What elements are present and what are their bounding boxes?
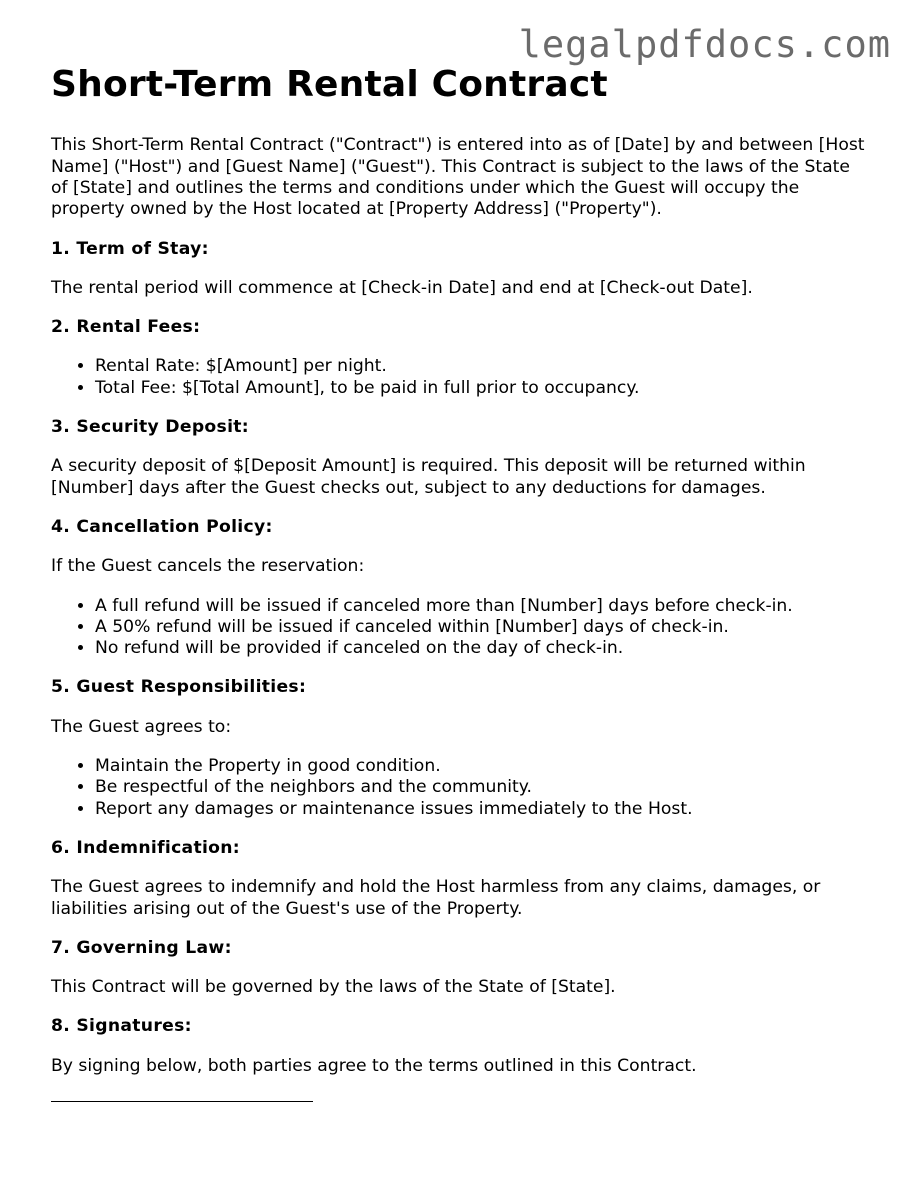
list-item: • Report any damages or maintenance issues immediately to the Host. bbox=[95, 799, 871, 820]
section-heading-cancellation: 4. Cancellation Policy: bbox=[51, 516, 273, 537]
section-heading-term: 1. Term of Stay: bbox=[51, 238, 209, 259]
list-item: • A full refund will be issued if canceled more than [Number] days before check-in. bbox=[95, 596, 871, 617]
list-item: • Maintain the Property in good condition. bbox=[95, 756, 871, 777]
watermark-logo: legalpdfdocs.com bbox=[518, 23, 891, 66]
fees-list bbox=[51, 356, 871, 399]
section-text-term: The rental period will commence at [Check-in Date] and end at [Check-out Date]. bbox=[51, 277, 753, 298]
cancellation-list bbox=[51, 596, 871, 660]
section-heading-indemnification: 6. Indemnification: bbox=[51, 837, 240, 858]
section-text-cancellation: If the Guest cancels the reservation: bbox=[51, 556, 365, 577]
signature-line bbox=[51, 1101, 313, 1102]
section-heading-law: 7. Governing Law: bbox=[51, 937, 232, 958]
section-heading-fees: 2. Rental Fees: bbox=[51, 317, 201, 338]
list-item: • A 50% refund will be issued if canceled within [Number] days of check-in. bbox=[95, 617, 871, 638]
list-item: • Be respectful of the neighbors and the community. bbox=[95, 777, 871, 798]
section-heading-signatures: 8. Signatures: bbox=[51, 1016, 192, 1037]
section-text-responsibilities: The Guest agrees to: bbox=[51, 716, 232, 737]
section-text-indemnification: The Guest agrees to indemnify and hold the Host harmless from any claims, damages, or liabilities arising out of the Guest's use of the Property. bbox=[51, 877, 821, 919]
section-text-deposit: A security deposit of $[Deposit Amount] is required. This deposit will be returned within [Number] days after the Guest checks out, subject to any deductions for damages. bbox=[51, 456, 806, 498]
intro-paragraph: This Short-Term Rental Contract ("Contract") is entered into as of [Date] by and between [Host Name] ("Host") and [Guest Name] ("Guest"). This Contract is subject to the laws of the State of [State] and outlines the terms and conditions under which the Guest will occupy the property owned by the Host located at [Property Address] ("Property"). bbox=[51, 135, 865, 220]
responsibilities-list bbox=[51, 756, 871, 820]
document-title: Short-Term Rental Contract bbox=[51, 64, 608, 105]
list-item: • Rental Rate: $[Amount] per night. bbox=[95, 356, 871, 377]
list-item: • Total Fee: $[Total Amount], to be paid in full prior to occupancy. bbox=[95, 378, 871, 399]
document-body bbox=[51, 64, 871, 1102]
section-text-signatures: By signing below, both parties agree to the terms outlined in this Contract. bbox=[51, 1055, 697, 1076]
list-item: • No refund will be provided if canceled on the day of check-in. bbox=[95, 638, 871, 659]
section-heading-deposit: 3. Security Deposit: bbox=[51, 417, 249, 438]
section-text-law: This Contract will be governed by the laws of the State of [State]. bbox=[51, 977, 616, 998]
section-heading-responsibilities: 5. Guest Responsibilities: bbox=[51, 677, 307, 698]
